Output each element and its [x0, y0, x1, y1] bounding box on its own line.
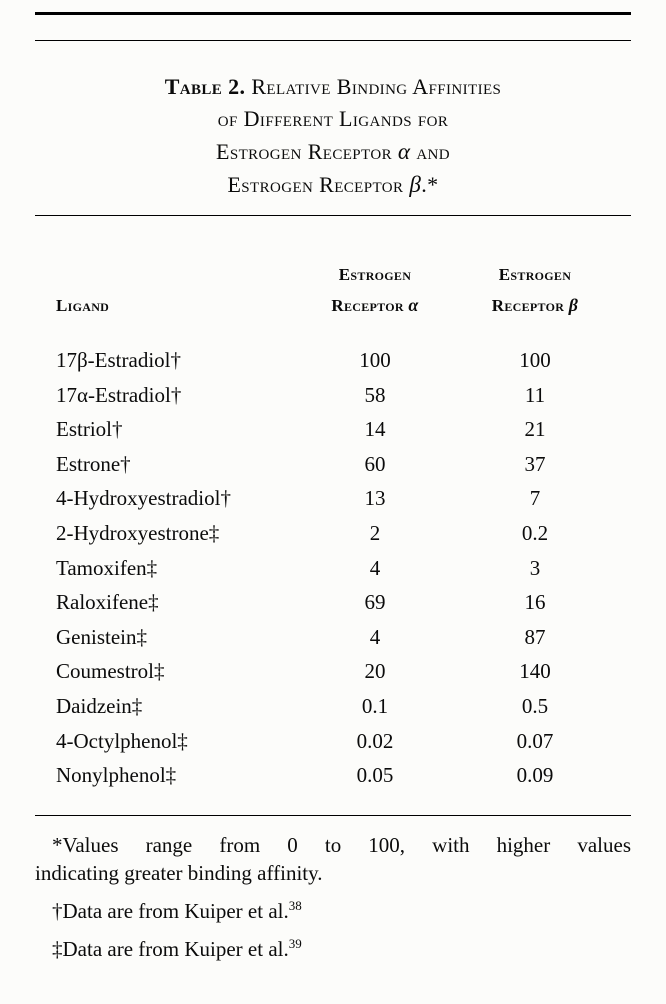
title-line-2	[35, 103, 631, 135]
footnote-text: ‡Data are from Kuiper et al.	[52, 936, 289, 961]
ligand-cell: Daidzein‡	[56, 693, 143, 718]
table-header	[35, 260, 631, 321]
er-alpha-value: 4	[369, 555, 381, 580]
table-number: Table 2.	[164, 74, 246, 99]
er-alpha-value: 14	[364, 417, 386, 442]
er-alpha-value: 60	[364, 451, 386, 476]
alpha-symbol: α	[408, 295, 419, 315]
title-line-3	[35, 135, 631, 168]
table-row	[35, 447, 631, 482]
footnotes	[35, 831, 631, 963]
table-row	[35, 481, 631, 516]
table-row	[35, 689, 631, 724]
ligand-cell: Genistein‡	[56, 624, 147, 649]
er-beta-value: 87	[524, 624, 546, 649]
er-alpha-value: 58	[364, 382, 386, 407]
top-heavy-rule	[35, 12, 631, 15]
table-row	[35, 758, 631, 793]
title-text: and	[416, 139, 451, 164]
title-text: of Different Ligands for	[217, 106, 449, 131]
column-header-label: Ligand	[56, 296, 110, 315]
title-text: Relative Binding Affinities	[251, 74, 502, 99]
er-beta-value: 37	[524, 451, 546, 476]
ligand-cell: Coumestrol‡	[56, 659, 165, 684]
er-alpha-value: 0.1	[361, 693, 389, 718]
ligand-cell: Tamoxifen‡	[56, 555, 158, 580]
column-header-ligand	[35, 291, 290, 321]
er-beta-value: 16	[524, 590, 546, 615]
column-header-label: Estrogen	[498, 265, 572, 284]
column-header-er-alpha	[290, 260, 460, 321]
er-beta-value: 140	[519, 659, 551, 684]
column-header-er-beta	[460, 260, 610, 321]
table-row	[35, 551, 631, 586]
table-body	[35, 343, 631, 793]
ligand-cell: Nonylphenol‡	[56, 763, 177, 788]
table-row	[35, 516, 631, 551]
footnote-values-range	[35, 831, 631, 887]
er-alpha-value: 0.02	[356, 728, 394, 753]
er-alpha-value: 2	[369, 520, 381, 545]
footnote-text: †Data are from Kuiper et al.	[52, 898, 289, 923]
title-line-1	[35, 71, 631, 103]
top-light-rule	[35, 40, 631, 41]
table-content	[35, 0, 631, 963]
table-row	[35, 585, 631, 620]
header-top-rule	[35, 215, 631, 216]
ligand-cell: Estrone†	[56, 451, 131, 476]
er-beta-value: 11	[524, 382, 546, 407]
alpha-symbol: α	[397, 138, 411, 164]
table-row	[35, 654, 631, 689]
er-alpha-value: 0.05	[356, 763, 394, 788]
beta-symbol: β	[568, 295, 579, 315]
er-beta-value: 0.09	[516, 763, 554, 788]
column-header-label: Estrogen	[338, 265, 412, 284]
title-text: Estrogen Receptor	[215, 139, 392, 164]
ligand-cell: 17α-Estradiol†	[56, 382, 182, 407]
er-beta-value: 100	[519, 348, 551, 372]
ligand-cell: 4-Octylphenol‡	[56, 728, 188, 753]
table-row	[35, 343, 631, 378]
er-alpha-value: 20	[364, 659, 386, 684]
column-header-label: Receptor β	[491, 295, 579, 315]
er-alpha-value: 100	[359, 348, 391, 372]
er-beta-value: 0.07	[516, 728, 554, 753]
er-beta-value: 0.5	[521, 693, 549, 718]
title-line-4	[35, 168, 631, 201]
ligand-cell: 2-Hydroxyestrone‡	[56, 520, 220, 545]
ligand-cell: 17β-Estradiol†	[56, 348, 181, 372]
er-beta-value: 0.2	[521, 520, 549, 545]
er-beta-value: 21	[524, 417, 546, 442]
ligand-cell: 4-Hydroxyestradiol†	[56, 486, 231, 511]
er-beta-value: 7	[529, 486, 541, 511]
er-alpha-value: 69	[364, 590, 386, 615]
footnote-text: indicating greater binding affinity.	[35, 860, 323, 885]
table-row	[35, 620, 631, 655]
title-text: Estrogen Receptor	[227, 172, 404, 197]
title-text: .*	[421, 172, 439, 197]
table-row	[35, 378, 631, 413]
table-row	[35, 724, 631, 759]
footnote-dagger	[35, 897, 631, 925]
ligand-cell: Raloxifene‡	[56, 590, 159, 615]
table-title	[35, 71, 631, 201]
table-row	[35, 412, 631, 447]
ligand-cell: Estriol†	[56, 417, 123, 442]
column-header-label: Receptor α	[331, 295, 419, 315]
footnote-text: *Values range from 0 to 100, with higher values	[52, 832, 631, 857]
bottom-rule	[35, 815, 631, 816]
er-alpha-value: 13	[364, 486, 386, 511]
footnote-double-dagger	[35, 935, 631, 963]
er-alpha-value: 4	[369, 624, 381, 649]
beta-symbol: β	[409, 171, 422, 197]
reference-number: 38	[288, 897, 302, 913]
reference-number: 39	[288, 935, 302, 951]
er-beta-value: 3	[529, 555, 541, 580]
